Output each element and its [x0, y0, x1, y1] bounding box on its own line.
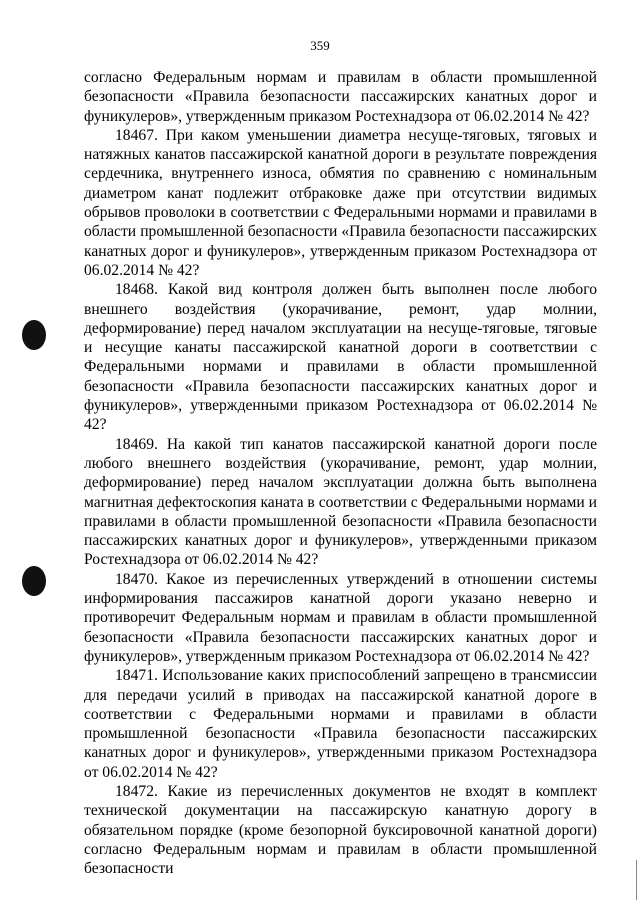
- question-18470: 18470. Какое из перечисленных утверждений в отношении системы информирования пассажиров канатной дороги указано неверно и противоречит Федеральным нормам и правилам в области промышленной безопасности «Правила безопасности пассажирских канатных дорог и фуникулеров», утвержденным приказом Ростехнадзора от 06.02.2014 № 42?: [84, 570, 597, 665]
- question-18469: 18469. На какой тип канатов пассажирской канатной дороги после любого внешнего воздействия (укорачивание, ремонт, удар молнии, деформирование) перед началом эксплуатации должна быть выполнена магнитная дефектоскопия каната в соответствии с Федеральными нормами и правилами в области промышленной безопасности «Правила безопасности пассажирских канатных дорог и фуникулеров», утвержденными приказом Ростехнадзора от 06.02.2014 № 42?: [84, 435, 597, 569]
- document-text: [84, 68, 597, 878]
- hole-punch-bottom: [22, 566, 46, 596]
- scan-edge-mark: [636, 860, 637, 900]
- question-18472: 18472. Какие из перечисленных документов не входят в комплект технической документации на пассажирскую канатную дорогу в обязательном порядке (кроме безопорной буксировочной канатной дороги) согласно Федеральным нормам и правилам в области промышленной безопасности: [84, 782, 597, 878]
- hole-punch-top: [22, 320, 46, 350]
- question-18471: 18471. Использование каких приспособлений запрещено в трансмиссии для передачи усилий в приводах на пассажирской канатной дороге в соответствии с Федеральными нормами и правилами в области промышленной безопасности «Правила безопасности пассажирских канатных дорог и фуникулеров», утвержденными приказом Ростехнадзора от 06.02.2014 № 42?: [84, 667, 597, 781]
- page-number: 359: [310, 38, 330, 53]
- paragraph-continuation: согласно Федеральным нормам и правилам в области промышленной безопасности «Правила безопасности пассажирских канатных дорог и фуникулеров», утвержденным приказом Ростехнадзора от 06.02.2014 № 42?: [84, 69, 597, 125]
- question-18467: 18467. При каком уменьшении диаметра несуще-тяговых, тяговых и натяжных канатов пассажирской канатной дороги в результате повреждения сердечника, внутреннего износа, обмятия по сравнению с номинальным диаметром канат подлежит отбраковке даже при отсутствии видимых обрывов проволоки в соответствии с Федеральными нормами и правилами в области промышленной безопасности «Правила безопасности пассажирских канатных дорог и фуникулеров», утвержденным приказом Ростехнадзора от 06.02.2014 № 42?: [84, 126, 597, 279]
- question-18468: 18468. Какой вид контроля должен быть выполнен после любого внешнего воздействия (укорачивание, ремонт, удар молнии, деформирование) перед началом эксплуатации на несуще-тяговые, тяговые и несущие канаты пассажирской канатной дороги в соответствии с Федеральными нормами и правилами в области промышленной безопасности «Правила безопасности пассажирских канатных дорог и фуникулеров», утвержденными приказом Ростехнадзора от 06.02.2014 № 42?: [84, 281, 597, 434]
